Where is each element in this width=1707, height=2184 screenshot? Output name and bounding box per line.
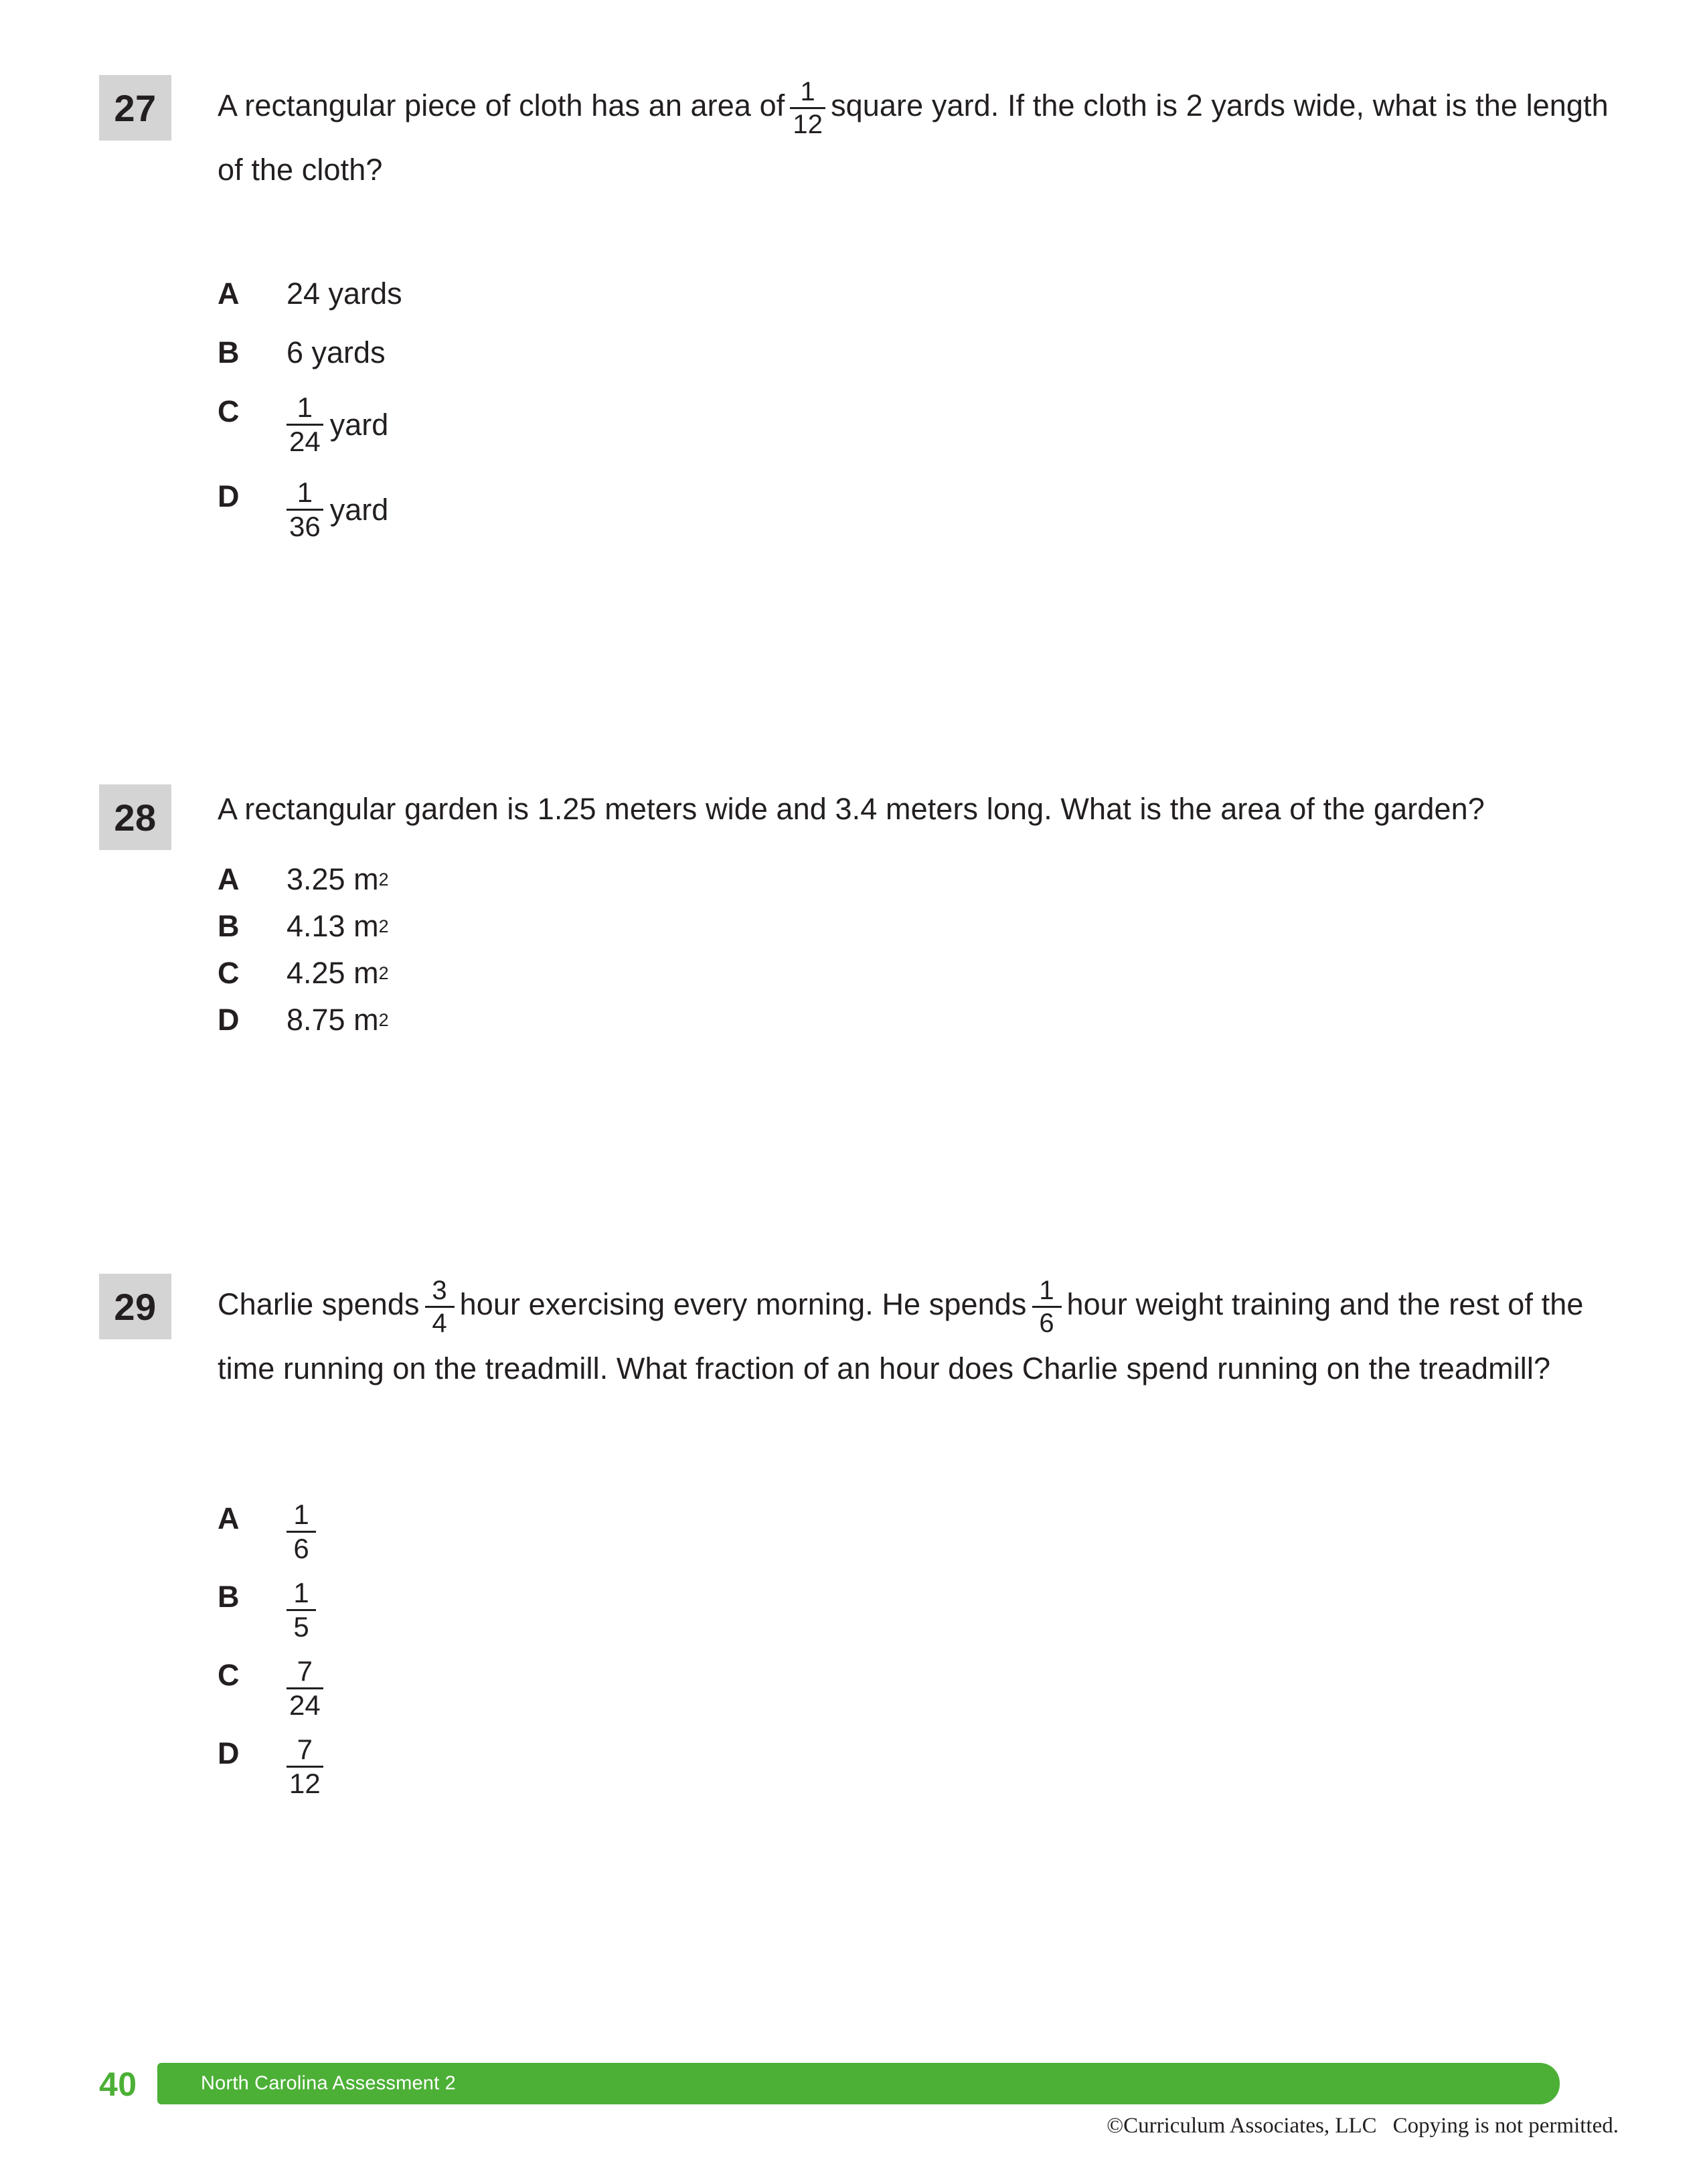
choice-fraction — [287, 1578, 316, 1643]
choice-letter: B — [218, 1580, 240, 1614]
choice-number: 4.13 — [287, 909, 345, 943]
fraction-denominator: 6 — [293, 1533, 309, 1564]
inline-fraction — [1032, 1276, 1062, 1338]
question-number-badge: 29 — [99, 1274, 171, 1339]
page-number: 40 — [99, 2066, 137, 2103]
choice-letter: C — [218, 956, 240, 990]
fraction-denominator: 6 — [1039, 1308, 1054, 1338]
answer-choices-27 — [218, 274, 1620, 562]
choice-value: 4.25 m 2 — [287, 954, 389, 993]
stem-text-part: Charlie spends — [218, 1287, 420, 1321]
choice-value — [287, 477, 388, 542]
choice-value: 24 yards — [287, 276, 402, 311]
stem-text-part: A rectangular garden is 1.25 meters wide and 3.4 meters long. What is the area of the garden? — [218, 792, 1485, 826]
question-stem-container — [218, 1274, 1620, 1400]
choice-fraction — [287, 1734, 323, 1799]
fraction-denominator: 12 — [793, 109, 823, 139]
choice-unit: m — [353, 862, 379, 896]
choice-number: 4.25 — [287, 956, 345, 990]
choice-letter: D — [218, 1003, 240, 1037]
choice-letter: B — [218, 909, 240, 943]
copyright-owner: ©Curriculum Associates, LLC — [1107, 2114, 1377, 2138]
fraction-bar — [425, 1306, 455, 1308]
fraction-numerator: 7 — [297, 1655, 313, 1687]
choice-letter: C — [218, 394, 240, 428]
answer-choice[interactable] — [218, 274, 1620, 313]
question-number-badge: 27 — [99, 75, 171, 141]
inline-fraction — [790, 77, 825, 139]
choice-value: 3.25 m 2 — [287, 860, 389, 899]
question-stem-container — [218, 784, 1620, 834]
answer-choice[interactable] — [218, 1001, 1620, 1039]
choice-fraction — [287, 1656, 323, 1721]
answer-choice[interactable] — [218, 1734, 1620, 1799]
fraction-denominator: 4 — [432, 1308, 447, 1338]
question-stem — [218, 784, 1620, 834]
fraction-denominator: 5 — [293, 1611, 309, 1643]
fraction-numerator: 1 — [297, 477, 313, 508]
question-stem — [218, 75, 1620, 201]
choice-unit: yard — [329, 407, 389, 442]
answer-choice[interactable] — [218, 333, 1620, 372]
choice-letter: D — [218, 479, 240, 513]
copyright-notice: Copying is not permitted. — [1392, 2114, 1619, 2138]
fraction-bar — [790, 107, 825, 109]
choice-number: 8.75 — [287, 1003, 345, 1037]
choice-value: 6 yards — [287, 335, 386, 369]
fraction-numerator: 1 — [297, 392, 313, 423]
choice-fraction — [287, 392, 323, 457]
answer-choice[interactable] — [218, 860, 1620, 899]
choice-letter: B — [218, 335, 240, 369]
choice-value — [287, 1578, 323, 1643]
stem-text-part: hour weight training and the rest of the time running on the treadmill. What fraction of an hour does Charlie spend running on the treadmill? — [218, 1287, 1584, 1385]
choice-letter: A — [218, 1501, 240, 1535]
fraction-denominator: 24 — [289, 1689, 321, 1721]
choice-unit: m — [353, 909, 379, 943]
question-number-badge: 28 — [99, 784, 171, 850]
copyright-line — [1107, 2114, 1619, 2138]
choice-value: 4.13 m 2 — [287, 907, 389, 946]
inline-fraction — [425, 1276, 455, 1338]
answer-choice[interactable] — [218, 1499, 1620, 1564]
choice-value — [287, 1499, 323, 1564]
answer-choice[interactable] — [218, 392, 1620, 457]
assessment-title: North Carolina Assessment 2 — [201, 2072, 456, 2094]
answer-choices-29 — [218, 1499, 1620, 1813]
stem-text-part: hour exercising every morning. He spends — [459, 1287, 1027, 1321]
fraction-numerator: 7 — [297, 1734, 313, 1765]
fraction-bar — [1032, 1306, 1062, 1308]
choice-value — [287, 1734, 330, 1799]
answer-choice[interactable] — [218, 1578, 1620, 1643]
answer-choice[interactable] — [218, 1656, 1620, 1721]
choice-value: 8.75 m 2 — [287, 1001, 389, 1039]
question-stem-container — [218, 75, 1620, 201]
fraction-numerator: 1 — [1039, 1275, 1054, 1305]
question-stem — [218, 1274, 1620, 1400]
fraction-denominator: 24 — [289, 426, 321, 457]
fraction-numerator: 3 — [432, 1275, 447, 1305]
answer-choice[interactable] — [218, 477, 1620, 542]
choice-value — [287, 1656, 330, 1721]
fraction-numerator: 1 — [293, 1499, 309, 1530]
fraction-denominator: 12 — [289, 1768, 321, 1799]
stem-text-part: square yard. If the cloth is 2 yards wide, what is the length of the cloth? — [218, 88, 1609, 187]
choice-unit: m — [353, 1003, 379, 1037]
choice-letter: C — [218, 1658, 240, 1692]
choice-number: 3.25 — [287, 862, 345, 896]
stem-text-part: A rectangular piece of cloth has an area of — [218, 88, 785, 122]
fraction-numerator: 1 — [800, 76, 815, 106]
choice-fraction — [287, 1499, 316, 1564]
answer-choices-28 — [218, 860, 1620, 1047]
fraction-denominator: 36 — [289, 511, 321, 542]
choice-unit: yard — [329, 492, 389, 527]
choice-value — [287, 392, 388, 457]
choice-letter: A — [218, 862, 240, 896]
answer-choice[interactable] — [218, 907, 1620, 946]
choice-fraction — [287, 477, 323, 542]
fraction-numerator: 1 — [293, 1577, 309, 1608]
choice-letter: A — [218, 276, 240, 311]
choice-letter: D — [218, 1736, 240, 1770]
choice-unit: m — [353, 956, 379, 990]
footer-banner — [157, 2063, 1560, 2104]
answer-choice[interactable] — [218, 954, 1620, 993]
